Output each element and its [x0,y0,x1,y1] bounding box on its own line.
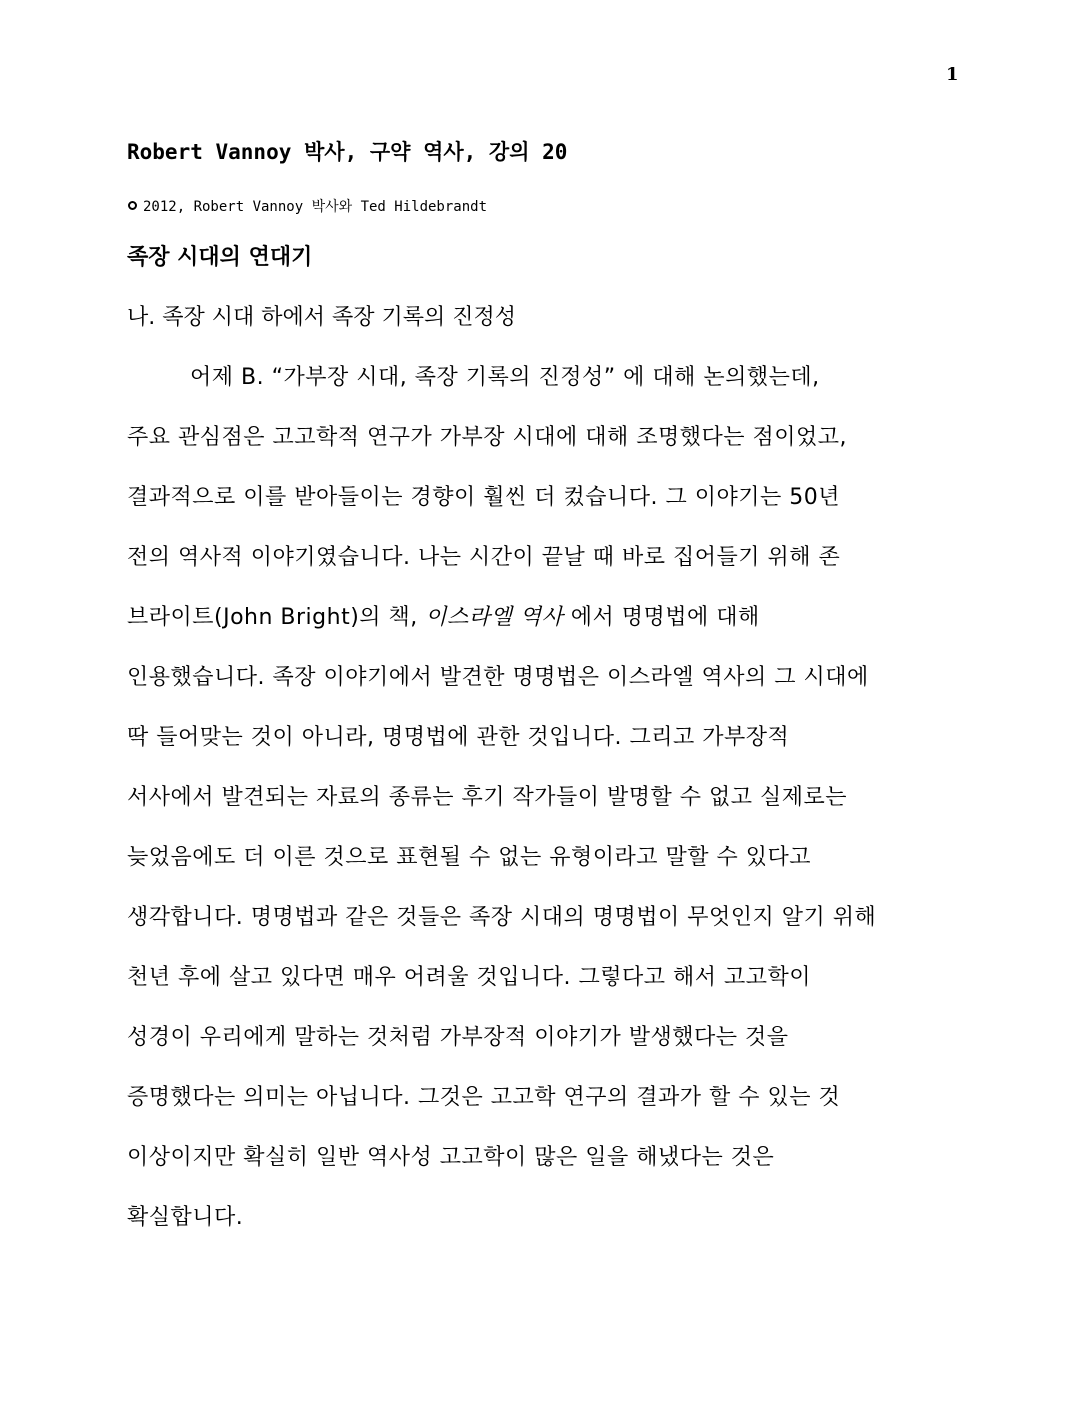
paragraph-line: 주요 관심점은 고고학적 연구가 가부장 시대에 대해 조명했다는 점이었고, [127,425,848,450]
paragraph-text: 브라이트(John Bright)의 책, [127,605,426,630]
paragraph-line: 성경이 우리에게 말하는 것처럼 가부장적 이야기가 발생했다는 것을 [127,1025,789,1050]
paragraph-line: 전의 역사적 이야기였습니다. 나는 시간이 끝날 때 바로 집어들기 위해 존 [127,545,841,570]
paragraph-line: 증명했다는 의미는 아닙니다. 그것은 고고학 연구의 결과가 할 수 있는 것 [127,1085,841,1110]
copyright-text: 2012, Robert Vannoy 박사와 Ted Hildebrandt [143,199,488,215]
copyright-icon [128,201,137,210]
paragraph-line [127,600,760,631]
paragraph-line: 인용했습니다. 족장 이야기에서 발견한 명명법은 이스라엘 역사의 그 시대에 [127,665,869,690]
section-heading: 족장 시대의 연대기 [127,245,313,270]
document-title: Robert Vannoy 박사, 구약 역사, 강의 20 [127,140,568,164]
subheading: 나. 족장 시대 하에서 족장 기록의 진정성 [127,305,516,330]
paragraph-text: 에서 명명법에 대해 [563,605,760,630]
copyright-line [128,196,487,216]
paragraph-line: 이상이지만 확실히 일반 역사성 고고학이 많은 일을 해냈다는 것은 [127,1145,775,1170]
paragraph-line: 어제 B. “가부장 시대, 족장 기록의 진정성” 에 대해 논의했는데, [190,365,820,390]
paragraph-line: 결과적으로 이를 받아들이는 경향이 훨씬 더 컸습니다. 그 이야기는 50년 [127,485,840,510]
page-number: 1 [946,64,959,85]
paragraph-line: 생각합니다. 명명법과 같은 것들은 족장 시대의 명명법이 무엇인지 알기 위해 [127,905,877,930]
paragraph-line: 딱 들어맞는 것이 아니라, 명명법에 관한 것입니다. 그리고 가부장적 [127,725,790,750]
paragraph-line: 서사에서 발견되는 자료의 종류는 후기 작가들이 발명할 수 없고 실제로는 [127,785,848,810]
paragraph-line: 늦었음에도 더 이른 것으로 표현될 수 없는 유형이라고 말할 수 있다고 [127,845,811,870]
paragraph-line: 천년 후에 살고 있다면 매우 어려울 것입니다. 그렇다고 해서 고고학이 [127,965,811,990]
paragraph-line: 확실합니다. [127,1205,244,1230]
book-title: 이스라엘 역사 [425,605,564,630]
